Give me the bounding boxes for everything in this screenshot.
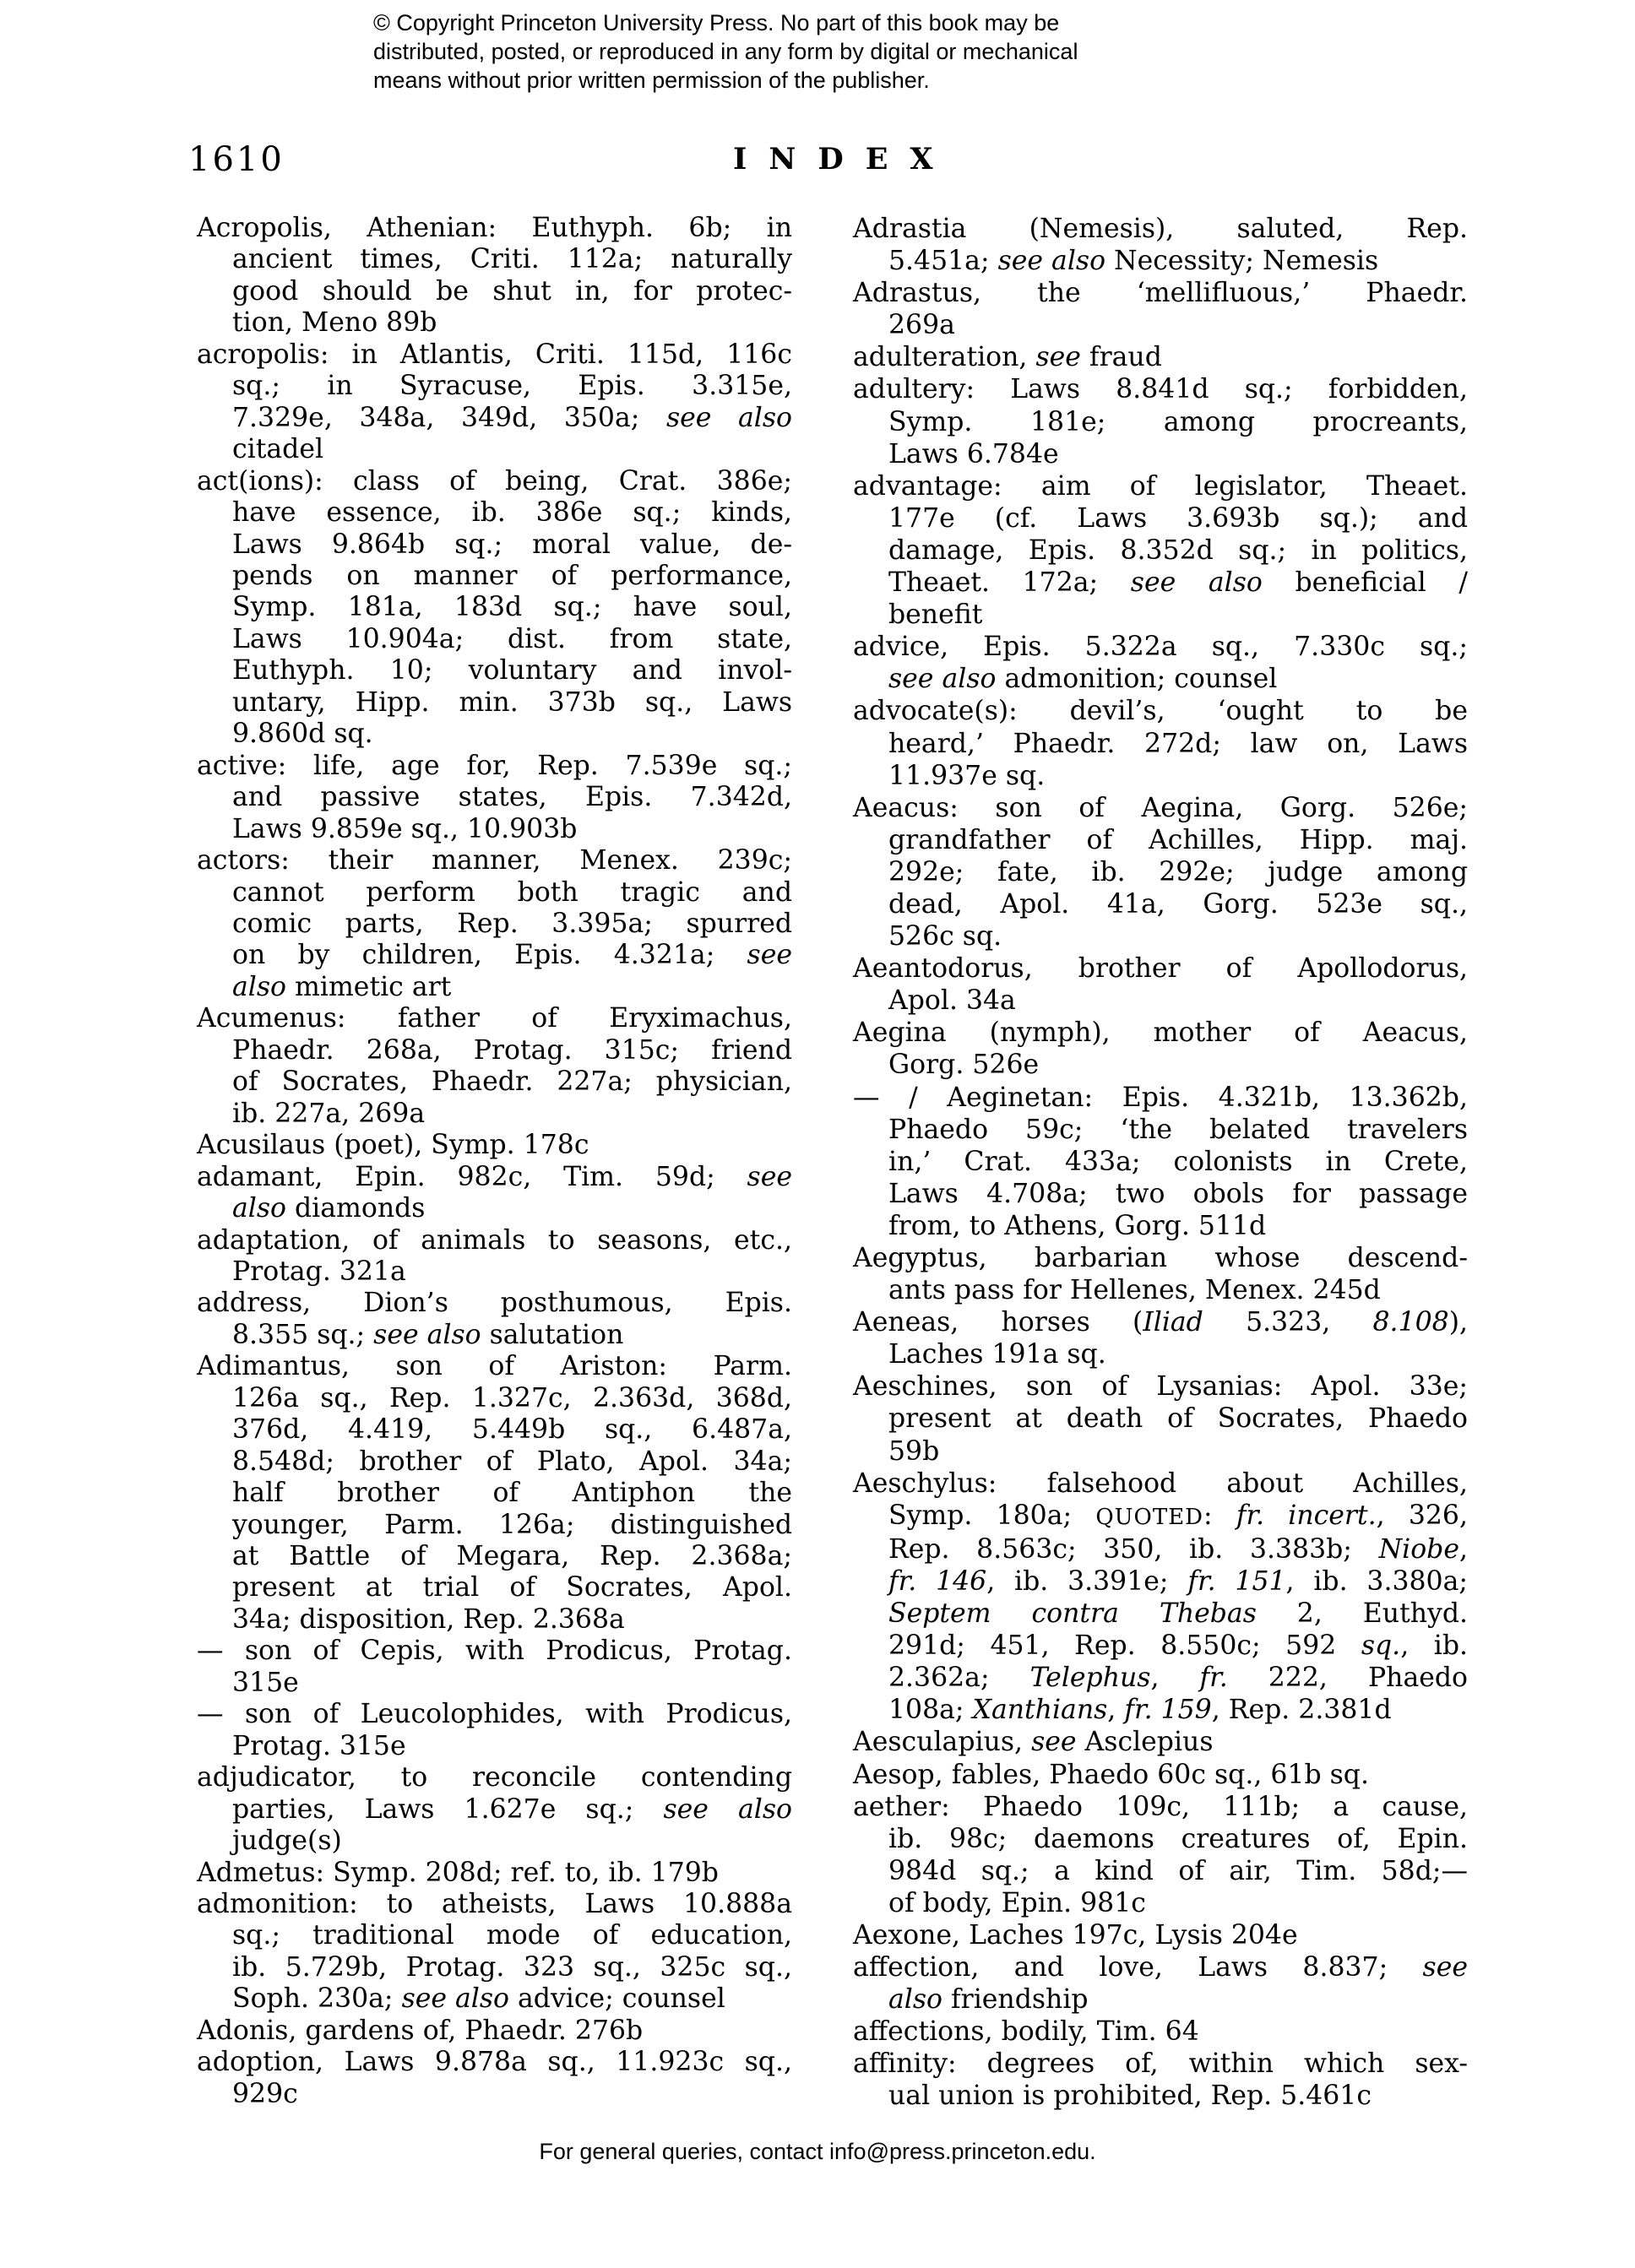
entry-line: adamant, Epin. 982c, Tim. 59d; see	[197, 1161, 792, 1192]
entry-line: have essence, ib. 386e sq.; kinds,	[232, 497, 792, 529]
entry-line: 8.548d; brother of Plato, Apol. 34a;	[232, 1446, 792, 1477]
entry-line: 59b	[888, 1435, 940, 1467]
index-entry	[853, 631, 1468, 695]
entry-line: present at death of Socrates, Phaedo	[888, 1403, 1468, 1435]
entry-line: 526c sq.	[888, 921, 1002, 952]
entry-line: half brother of Antiphon the	[232, 1478, 792, 1509]
index-entry	[197, 1889, 792, 2016]
index-entry	[853, 341, 1468, 373]
entry-line: good should be shut in, for protec-	[232, 275, 792, 307]
entry-line: 108a; Xanthians, fr. 159, Rep. 2.381d	[888, 1695, 1392, 1726]
index-entry	[853, 213, 1468, 277]
entry-line: Admetus: Symp. 208d; ref. to, ib. 179b	[197, 1857, 719, 1888]
index-entry	[197, 466, 792, 751]
entry-line: 7.329e, 348a, 349d, 350a; see also	[232, 402, 792, 433]
entry-line: untary, Hipp. min. 373b sq., Laws	[232, 686, 792, 718]
entry-line: fr. 146, ib. 3.391e; fr. 151, ib. 3.380a;	[888, 1565, 1468, 1597]
entry-line: Protag. 315e	[232, 1730, 406, 1761]
entry-line: Aegyptus, barbarian whose descend-	[853, 1243, 1468, 1273]
index-entry	[853, 1791, 1468, 1919]
entry-line: present at trial of Socrates, Apol.	[232, 1572, 792, 1603]
entry-line: 34a; disposition, Rep. 2.368a	[232, 1603, 625, 1635]
entry-line: Symp. 180a; QUOTED: fr. incert., 326,	[888, 1500, 1468, 1531]
entry-line: advice, Epis. 5.322a sq., 7.330c sq.;	[853, 632, 1468, 663]
entry-line: of body, Epin. 981c	[888, 1887, 1146, 1918]
entry-line: Apol. 34a	[888, 985, 1016, 1017]
index-entry	[197, 1858, 792, 1889]
entry-line: 11.937e sq.	[888, 760, 1046, 791]
entry-line: at Battle of Megara, Rep. 2.368a;	[232, 1541, 792, 1572]
entry-line: adaptation, of animals to seasons, etc.,	[197, 1224, 792, 1256]
entry-line: Acropolis, Athenian: Euthyph. 6b; in	[197, 213, 792, 243]
entry-line: Protag. 321a	[232, 1256, 406, 1287]
entry-line: Rep. 8.563c; 350, ib. 3.383b; Niobe,	[888, 1533, 1468, 1565]
entry-line: advantage: aim of legislator, Theaet.	[853, 470, 1468, 502]
entry-line: Acumenus: father of Eryximachus,	[197, 1003, 792, 1034]
entry-line: acropolis: in Atlantis, Criti. 115d, 116c	[197, 339, 792, 370]
entry-line: pends on manner of performance,	[232, 560, 792, 591]
index-entry	[197, 1130, 792, 1161]
entry-line: Aegina (nymph), mother of Aeacus,	[853, 1017, 1468, 1049]
entry-line: Adrastia (Nemesis), saluted, Rep.	[853, 214, 1468, 244]
index-entry	[197, 1636, 792, 1699]
entry-line: 291d; 451, Rep. 8.550c; 592 sq., ib.	[888, 1630, 1468, 1662]
index-entry	[853, 1468, 1468, 1727]
entry-line: 315e	[232, 1667, 299, 1698]
entry-line: Laws 6.784e	[888, 438, 1059, 469]
index-entry	[197, 1351, 792, 1636]
entry-line: ib. 98c; daemons creatures of, Epin.	[888, 1823, 1468, 1854]
index-entry	[853, 1242, 1468, 1306]
entry-line: admonition: to atheists, Laws 10.888a	[197, 1889, 792, 1920]
entry-line: Aeantodorus, brother of Apollodorus,	[853, 953, 1468, 985]
entry-line: 126a sq., Rep. 1.327c, 2.363d, 368d,	[232, 1382, 792, 1413]
entry-line: of Socrates, Phaedr. 227a; physician,	[232, 1066, 792, 1098]
entry-line: from, to Athens, Gorg. 511d	[888, 1210, 1267, 1241]
entry-line: 9.860d sq.	[232, 719, 373, 750]
entry-line: Aeneas, horses (Iliad 5.323, 8.108),	[853, 1307, 1469, 1338]
entry-line: ib. 227a, 269a	[232, 1098, 426, 1129]
copyright-line: means without prior written permission of the publisher.	[373, 68, 930, 93]
index-entry	[197, 1699, 792, 1762]
entry-line: 5.451a; see also Necessity; Nemesis	[888, 246, 1379, 277]
entry-line: Laws 9.859e sq., 10.903b	[232, 813, 578, 844]
index-entry	[197, 2016, 792, 2047]
copyright-line: © Copyright Princeton University Press. No part of this book may be	[373, 10, 1060, 35]
index-entry	[197, 751, 792, 845]
entry-line: Aeschines, son of Lysanias: Apol. 33e;	[853, 1371, 1468, 1403]
index-entry	[853, 1951, 1468, 2016]
entry-line: see also admonition; counsel	[888, 664, 1278, 695]
entry-line: adoption, Laws 9.878a sq., 11.923c sq.,	[197, 2047, 792, 2078]
entry-line: cannot perform both tragic and	[232, 876, 792, 908]
index-entry	[197, 1225, 792, 1289]
entry-line: Adonis, gardens of, Phaedr. 276b	[197, 2015, 644, 2046]
entry-line: 984d sq.; a kind of air, Tim. 58d;—	[888, 1855, 1468, 1886]
entry-line: tion, Meno 89b	[232, 307, 437, 339]
entry-line: adulteration, see fraud	[853, 342, 1162, 373]
index-entry	[197, 1162, 792, 1225]
entry-line: comic parts, Rep. 3.395a; spurred	[232, 908, 792, 939]
page-title: INDEX	[733, 142, 955, 176]
page-number: 1610	[188, 140, 285, 179]
entry-line: advocate(s): devil’s, ‘ought to be	[853, 696, 1468, 727]
index-entry	[853, 1370, 1468, 1467]
index-entry	[853, 2048, 1468, 2112]
entry-line: affection, and love, Laws 8.837; see	[853, 1952, 1468, 1983]
copyright-notice	[373, 8, 1078, 95]
entry-line: Theaet. 172a; see also beneficial /	[888, 567, 1468, 599]
copyright-line: distributed, posted, or reproduced in any form by digital or mechanical	[373, 39, 1078, 64]
entry-line: 2.362a; Telephus, fr. 222, Phaedo	[888, 1663, 1468, 1694]
entry-line: sq.; traditional mode of education,	[232, 1920, 792, 1951]
entry-line: judge(s)	[232, 1826, 342, 1857]
index-column-right	[853, 213, 1468, 2113]
entry-line: ancient times, Criti. 112a; naturally	[232, 244, 792, 275]
entry-line: Aexone, Laches 197c, Lysis 204e	[853, 1919, 1298, 1951]
index-entry	[197, 339, 792, 466]
index-entry	[197, 845, 792, 1003]
index-entry	[853, 952, 1468, 1017]
entry-line: Septem contra Thebas 2, Euthyd.	[888, 1598, 1468, 1630]
entry-line: 292e; fate, ib. 292e; judge among	[888, 856, 1468, 887]
entry-line: parties, Laws 1.627e sq.; see also	[232, 1793, 792, 1825]
entry-line: sq.; in Syracuse, Epis. 3.315e,	[232, 371, 792, 402]
entry-line: Phaedr. 268a, Protag. 315c; friend	[232, 1034, 792, 1066]
entry-line: — / Aeginetan: Epis. 4.321b, 13.362b,	[853, 1082, 1468, 1113]
entry-line: in,’ Crat. 433a; colonists in Crete,	[888, 1146, 1468, 1177]
entry-line: 376d, 4.419, 5.449b sq., 6.487a,	[232, 1414, 792, 1446]
entry-line: ib. 5.729b, Protag. 323 sq., 325c sq.,	[232, 1951, 792, 1983]
entry-line: damage, Epis. 8.352d sq.; in politics,	[888, 534, 1468, 566]
entry-line: Euthyph. 10; voluntary and invol-	[232, 655, 792, 686]
footer-text: For general queries, contact info@press.princeton.edu.	[539, 2139, 1096, 2164]
entry-line: Symp. 181a, 183d sq.; have soul,	[232, 592, 792, 623]
entry-line: Aeschylus: falsehood about Achilles,	[853, 1468, 1468, 1499]
index-entry	[197, 1762, 792, 1857]
entry-line: aether: Phaedo 109c, 111b; a cause,	[853, 1791, 1468, 1822]
entry-line: ants pass for Hellenes, Menex. 245d	[888, 1275, 1381, 1306]
index-entry	[853, 1306, 1468, 1370]
index-entry	[853, 695, 1468, 791]
index-entry	[853, 1726, 1468, 1758]
index-entry	[853, 277, 1468, 341]
entry-line: affinity: degrees of, within which sex-	[853, 2048, 1468, 2080]
index-entry	[853, 2016, 1468, 2048]
entry-line: Gorg. 526e	[888, 1050, 1040, 1081]
entry-line: active: life, age for, Rep. 7.539e sq.;	[197, 750, 792, 781]
entry-line: 8.355 sq.; see also salutation	[232, 1319, 624, 1350]
entry-line: also diamonds	[232, 1193, 426, 1224]
entry-line: dead, Apol. 41a, Gorg. 523e sq.,	[888, 888, 1468, 920]
index-entry	[853, 1759, 1468, 1791]
entry-line: affections, bodily, Tim. 64	[853, 2016, 1199, 2048]
entry-line: Symp. 181e; among procreants,	[888, 406, 1468, 437]
entry-line: Laws 10.904a; dist. from state,	[232, 623, 792, 654]
entry-line: Laches 191a sq.	[888, 1339, 1106, 1370]
entry-line: — son of Cepis, with Prodicus, Protag.	[197, 1636, 792, 1667]
entry-line: act(ions): class of being, Crat. 386e;	[197, 465, 792, 496]
entry-line: ual union is prohibited, Rep. 5.461c	[888, 2081, 1372, 2112]
entry-line: also friendship	[888, 1984, 1089, 2016]
entry-line: Aesculapius, see Asclepius	[853, 1727, 1214, 1758]
index-entry	[853, 792, 1468, 952]
entry-line: actors: their manner, Menex. 239c;	[197, 845, 792, 876]
index-entry	[197, 1003, 792, 1130]
entry-line: benefit	[888, 600, 983, 631]
entry-line: citadel	[232, 434, 324, 465]
entry-line: 269a	[888, 310, 955, 341]
entry-line: Adrastus, the ‘mellifluous,’ Phaedr.	[853, 278, 1468, 309]
index-entry	[197, 213, 792, 339]
entry-line: address, Dion’s posthumous, Epis.	[197, 1288, 792, 1319]
index-entry	[853, 373, 1468, 469]
index-entry	[853, 1919, 1468, 1951]
entry-line: grandfather of Achilles, Hipp. maj.	[888, 824, 1468, 855]
entry-line: Aesop, fables, Phaedo 60c sq., 61b sq.	[853, 1759, 1369, 1790]
entry-line: Laws 4.708a; two obols for passage	[888, 1178, 1468, 1209]
entry-line: — son of Leucolophides, with Prodicus,	[197, 1699, 792, 1730]
entry-line: Laws 9.864b sq.; moral value, de-	[232, 529, 792, 560]
entry-line: Acusilaus (poet), Symp. 178c	[197, 1130, 589, 1161]
entry-line: 177e (cf. Laws 3.693b sq.); and	[888, 502, 1468, 534]
entry-line: 929c	[232, 2078, 298, 2109]
index-entry	[853, 470, 1468, 631]
entry-line: and passive states, Epis. 7.342d,	[232, 782, 792, 813]
entry-line: adjudicator, to reconcile contending	[197, 1762, 792, 1793]
entry-line: Phaedo 59c; ‘the belated travelers	[888, 1114, 1468, 1145]
index-entry	[853, 1017, 1468, 1081]
entry-line: heard,’ Phaedr. 272d; law on, Laws	[888, 728, 1468, 759]
entry-line: younger, Parm. 126a; distinguished	[232, 1509, 792, 1540]
index-column-left	[197, 213, 792, 2110]
entry-line: adultery: Laws 8.841d sq.; forbidden,	[853, 374, 1468, 405]
entry-line: on by children, Epis. 4.321a; see	[232, 940, 792, 971]
entry-line: also mimetic art	[232, 971, 452, 1002]
entry-line: Soph. 230a; see also advice; counsel	[232, 1983, 725, 2015]
entry-line: Adimantus, son of Ariston: Parm.	[197, 1351, 792, 1382]
entry-line: Aeacus: son of Aegina, Gorg. 526e;	[853, 792, 1468, 823]
index-entry	[853, 1082, 1468, 1242]
index-entry	[197, 2047, 792, 2110]
index-entry	[197, 1288, 792, 1351]
